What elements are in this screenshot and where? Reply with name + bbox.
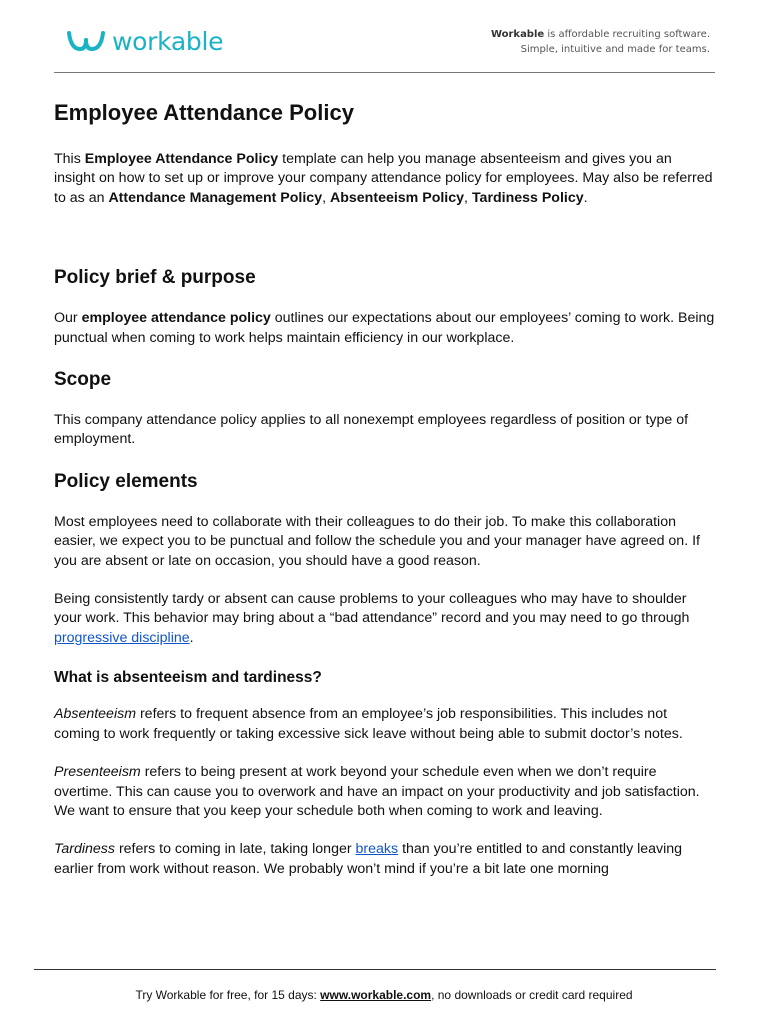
presenteeism-term: Presenteeism <box>54 764 141 781</box>
page-footer <box>0 988 768 1002</box>
intro-text-5: . <box>583 189 588 206</box>
brief-bold-1: employee attendance policy <box>81 310 271 327</box>
brief-text-2: outlines our expectations about our employees’ coming to work. Being punctual when coming to work helps maintain efficiency in our workplace. <box>54 310 715 346</box>
tagline-line1: is affordable recruiting software. <box>544 29 710 40</box>
absenteeism-text: refers to frequent absence from an employee’s job responsibilities. This includes not coming to work frequently or taking excessive sick leave without being able to submit doctor’s notes. <box>54 706 683 742</box>
absenteeism-term: Absenteeism <box>54 706 137 723</box>
policy-brief-heading: Policy brief & purpose <box>54 267 256 289</box>
page-title: Employee Attendance Policy <box>54 100 354 125</box>
footer-text-2: , no downloads or credit card required <box>431 988 633 1002</box>
elements-p2-text-1: Being consistently tardy or absent can cause problems to your colleagues who may have to shoulder your work. This behavior may bring about a “bad attendance” record and you may need to go through <box>54 591 690 627</box>
intro-bold-1: Employee Attendance Policy <box>84 151 279 167</box>
intro-bold-2: Attendance Management Policy <box>108 189 323 206</box>
document-body <box>54 98 716 898</box>
workable-logo[interactable] <box>66 28 223 54</box>
brief-text-1: Our <box>54 310 82 327</box>
intro-text-3: , <box>322 189 330 206</box>
tardiness-text-2: than you’re entitled to and constantly leaving earlier from work without reason. We probably won’t mind if you’re a bit late one morning <box>54 841 683 877</box>
intro-text-4: , <box>464 189 472 206</box>
tardiness-text-1: refers to coming in late, taking longer <box>115 841 356 858</box>
policy-elements-paragraph-1: Most employees need to collaborate with their colleagues to do their job. To make this collaboration easier, we expect you to be punctual and follow the schedule you and your manager have agreed on. If you are absent or late on occasion, you should have a good reason. <box>54 513 700 569</box>
header-divider <box>54 72 715 73</box>
tagline-brand: Workable <box>490 29 545 40</box>
progressive-discipline-link[interactable]: progressive discipline <box>54 629 190 646</box>
policy-elements-paragraph-2 <box>54 590 716 648</box>
footer-divider <box>34 969 716 970</box>
breaks-link[interactable]: breaks <box>355 841 399 858</box>
elements-p2-text-2: . <box>189 629 194 646</box>
header-tagline <box>491 27 710 57</box>
policy-brief-paragraph <box>54 309 716 348</box>
intro-text-2: template can help you manage absenteeism and gives you an insight on how to set up or improve your company attendance policy for employees. May also be referred to as an <box>54 151 713 206</box>
intro-text-1: This <box>54 151 85 167</box>
intro-paragraph <box>54 150 716 208</box>
intro-bold-3: Absenteeism Policy <box>329 189 465 206</box>
tardiness-term: Tardiness <box>54 841 115 858</box>
policy-elements-heading: Policy elements <box>54 470 198 492</box>
workable-website-link[interactable]: www.workable.com <box>320 988 432 1002</box>
absenteeism-heading: What is absenteeism and tardiness? <box>54 669 322 687</box>
spacer <box>54 227 716 265</box>
scope-heading: Scope <box>54 369 112 391</box>
logo-text: workable <box>112 26 224 56</box>
page-header <box>0 0 768 74</box>
footer-text-1: Try Workable for free, for 15 days: <box>135 988 321 1002</box>
presenteeism-text: refers to being present at work beyond your schedule even when we don’t require overtime. This can cause you to overwork and have an impact on your productivity and job satisfaction. We want to ensure that you keep your schedule both when coming to work and leaving. <box>54 764 700 819</box>
scope-paragraph: This company attendance policy applies to all nonexempt employees regardless of position or type of employment. <box>54 412 689 448</box>
absenteeism-paragraph <box>54 705 716 744</box>
presenteeism-paragraph <box>54 763 716 821</box>
workable-logo-icon <box>66 28 106 54</box>
tardiness-paragraph <box>54 840 716 879</box>
intro-bold-4: Tardiness Policy <box>471 189 584 206</box>
tagline-line2: Simple, intuitive and made for teams. <box>520 44 710 55</box>
